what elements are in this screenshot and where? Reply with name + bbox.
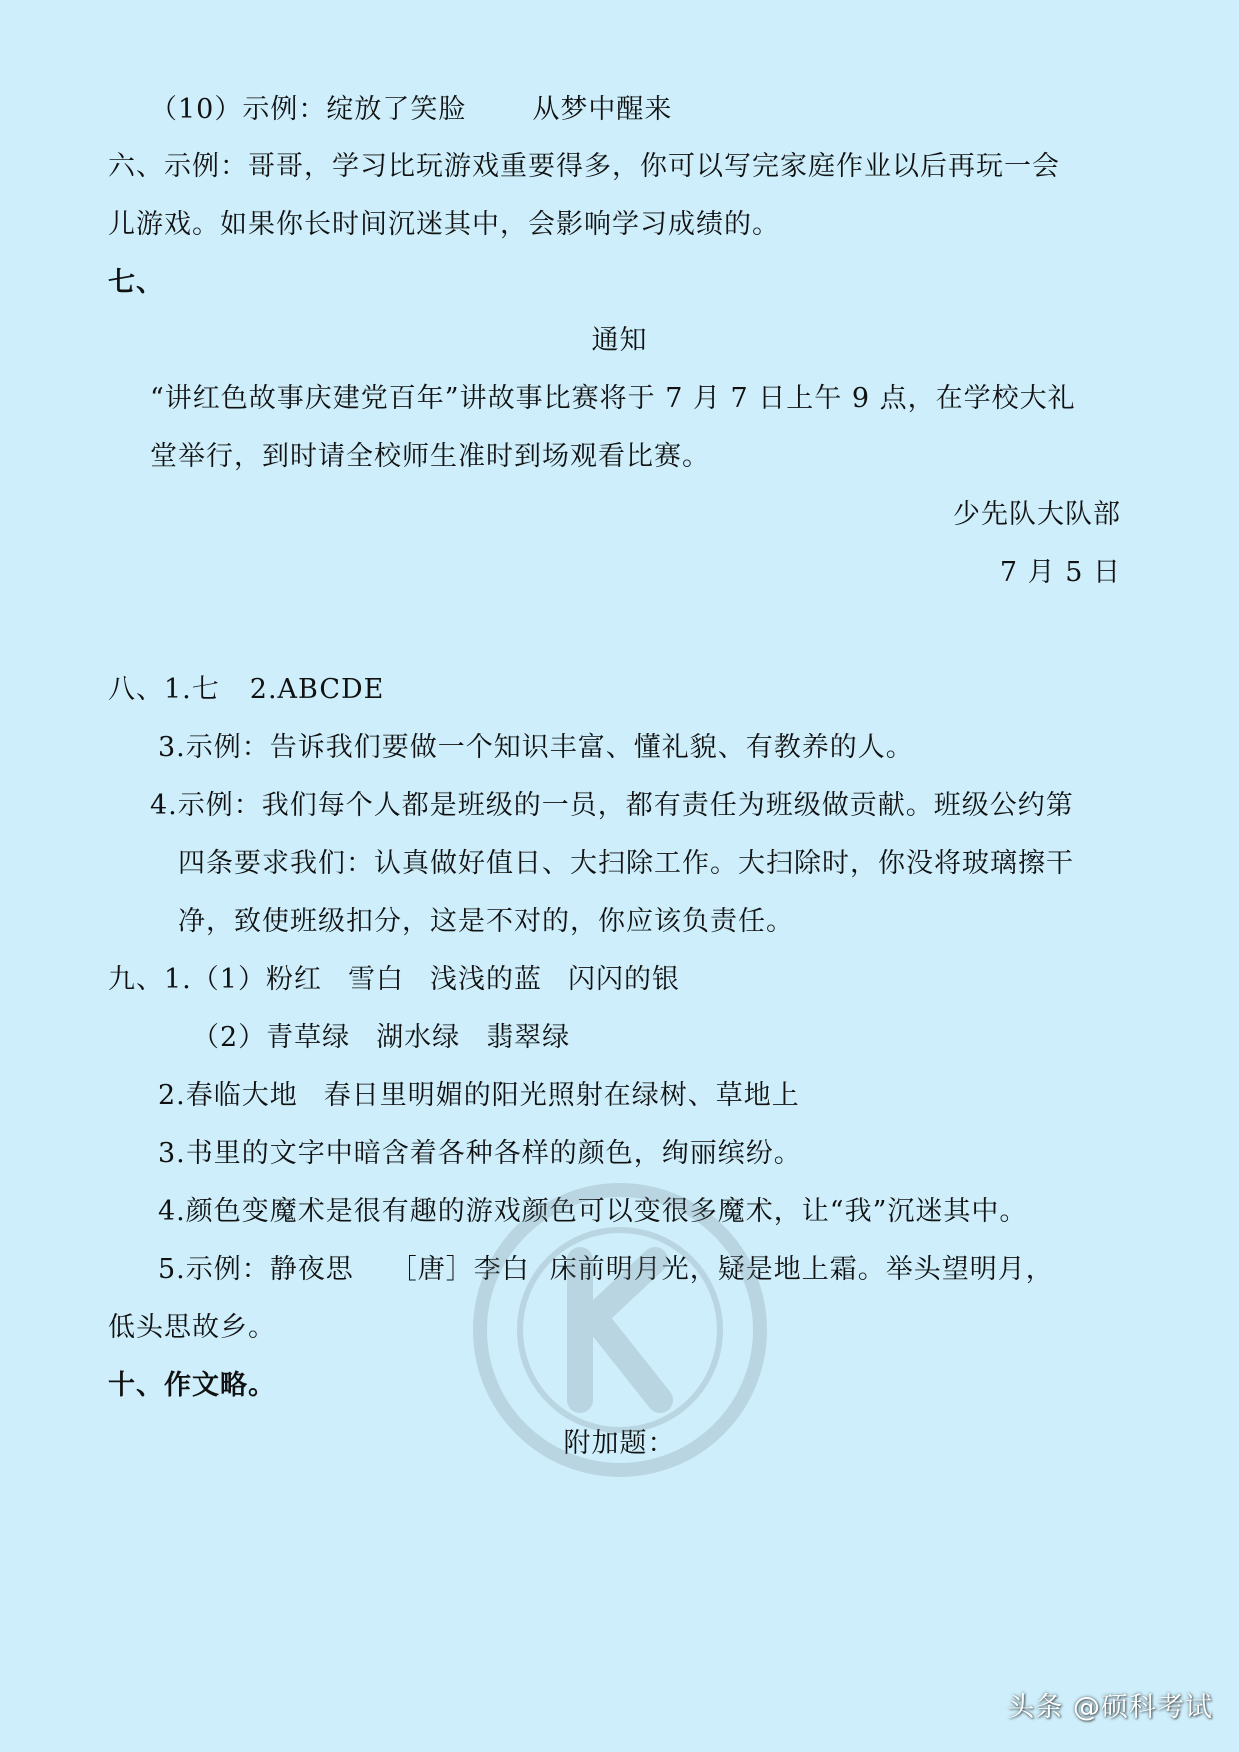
notice-body-line-2: 堂举行，到时请全校师生准时到场观看比赛。 xyxy=(150,441,710,472)
toutiao-logo: 头条 @硕科考试 xyxy=(1007,1692,1213,1723)
answer-text: 翡翠绿 xyxy=(486,1022,571,1053)
section-9-item-3: 3.书里的文字中暗含着各种各样的颜色，绚丽缤纷。 xyxy=(158,1138,802,1169)
bonus-heading: 附加题： xyxy=(563,1428,676,1459)
section-9-item-5-line-1 xyxy=(158,1250,1054,1290)
notice-signature: 少先队大队部 xyxy=(953,499,1121,530)
answer-text: 雪白 xyxy=(347,964,404,995)
notice-title: 通知 xyxy=(591,325,648,356)
section-8-item-4-line-1: 4.示例：我们每个人都是班级的一员，都有责任为班级做贡献。班级公约第 xyxy=(150,790,1074,821)
answer-text: 2.ABCDE xyxy=(249,674,385,705)
answer-text: ［唐］李白 xyxy=(389,1254,530,1285)
section-10-heading: 十、作文略。 xyxy=(108,1370,276,1401)
answer-text: 从梦中醒来 xyxy=(532,94,673,125)
answer-text: 浅浅的蓝 xyxy=(429,964,542,995)
notice-body-line-1: “讲红色故事庆建党百年”讲故事比赛将于 7 月 7 日上午 9 点，在学校大礼 xyxy=(150,383,1076,414)
section-6-line-2: 儿游戏。如果你长时间沉迷其中，会影响学习成绩的。 xyxy=(108,209,780,240)
section-9-item-4: 4.颜色变魔术是很有趣的游戏颜色可以变很多魔术，让“我”沉迷其中。 xyxy=(158,1196,1028,1227)
section-8-line-1 xyxy=(108,670,384,710)
section-9-item-2 xyxy=(158,1076,800,1116)
answer-text: 八、1.七 xyxy=(108,674,220,705)
section-9-line-2 xyxy=(192,1018,570,1058)
answer-text: （10）示例：绽放了笑脸 xyxy=(150,94,467,125)
answer-text: 床前明月光，疑是地上霜。举头望明月， xyxy=(549,1254,1054,1285)
section-6-line-1: 六、示例：哥哥，学习比玩游戏重要得多，你可以写完家庭作业以后再玩一会 xyxy=(108,151,1060,182)
answer-line-10 xyxy=(150,90,672,130)
section-8-item-4-line-2: 四条要求我们：认真做好值日、大扫除工作。大扫除时，你没将玻璃擦干 xyxy=(178,848,1074,879)
section-9-line-1 xyxy=(108,960,680,1000)
answer-text: 5.示例：静夜思 xyxy=(158,1254,354,1285)
answer-text: 湖水绿 xyxy=(376,1022,461,1053)
section-7-heading: 七、 xyxy=(108,267,164,298)
section-9-item-5-line-2: 低头思故乡。 xyxy=(108,1312,276,1343)
notice-date: 7 月 5 日 xyxy=(999,557,1121,588)
section-8-item-4-line-3: 净，致使班级扣分，这是不对的，你应该负责任。 xyxy=(178,906,794,937)
answer-text: 2.春临大地 xyxy=(158,1080,298,1111)
answer-text: （2）青草绿 xyxy=(192,1022,351,1053)
answer-text: 九、1.（1）粉红 xyxy=(108,964,322,995)
answer-text: 春日里明媚的阳光照射在绿树、草地上 xyxy=(323,1080,800,1111)
section-8-item-3: 3.示例：告诉我们要做一个知识丰富、懂礼貌、有教养的人。 xyxy=(158,732,914,763)
answer-text: 闪闪的银 xyxy=(567,964,680,995)
